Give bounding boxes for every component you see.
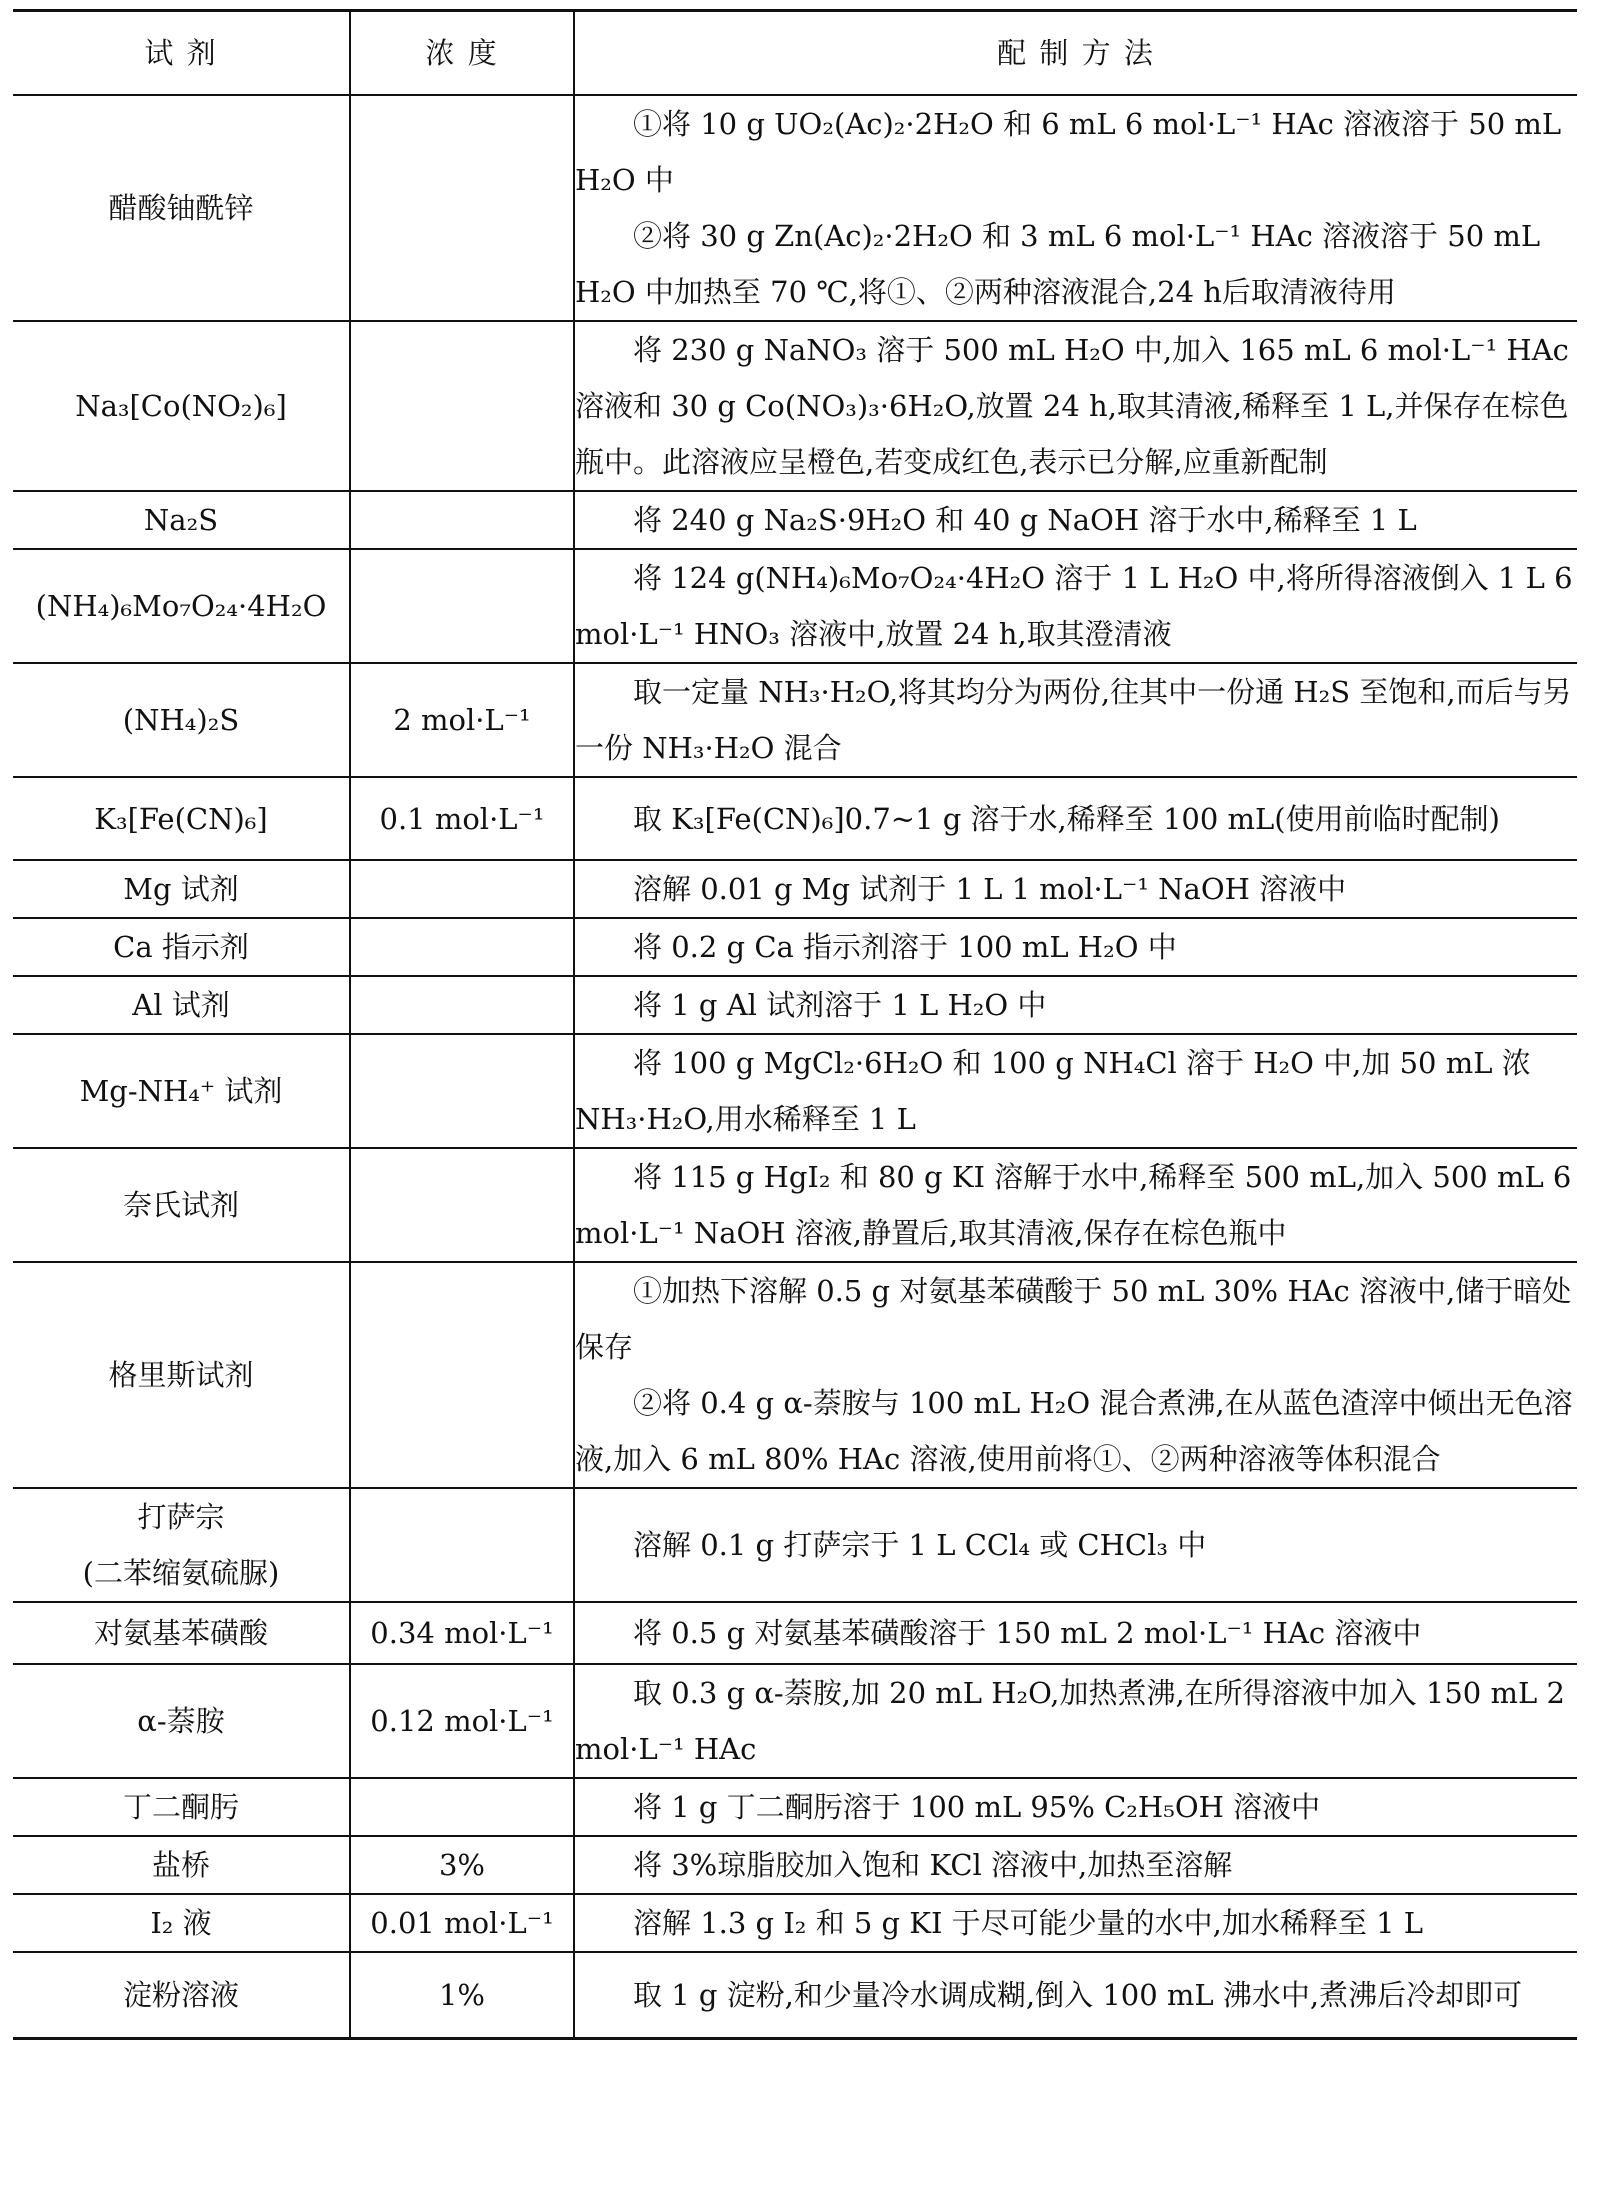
preparation-method bbox=[574, 95, 1577, 321]
reagent-concentration bbox=[350, 1488, 574, 1602]
reagent-concentration bbox=[350, 321, 574, 491]
reagent-name: Mg-NH₄⁺ 试剂 bbox=[13, 1034, 350, 1148]
method-paragraph: 将 3%琼脂胶加入饱和 KCl 溶液中,加热至溶解 bbox=[633, 1848, 1233, 1882]
reagent-name: Na₃[Co(NO₂)₆] bbox=[13, 321, 350, 491]
table-row bbox=[13, 918, 1577, 976]
method-paragraph: 将 0.5 g 对氨基苯磺酸溶于 150 mL 2 mol·L⁻¹ HAc 溶液中 bbox=[633, 1616, 1422, 1650]
reagent-concentration bbox=[350, 1148, 574, 1262]
reagent-concentration: 0.12 mol·L⁻¹ bbox=[350, 1664, 574, 1778]
table-row bbox=[13, 1488, 1577, 1602]
table-row bbox=[13, 1952, 1577, 2038]
reagent-name: 醋酸铀酰锌 bbox=[13, 95, 350, 321]
method-paragraph: 取 K₃[Fe(CN)₆]0.7~1 g 溶于水,稀释至 100 mL(使用前临时配制) bbox=[633, 801, 1500, 836]
method-paragraph: 将 100 g MgCl₂·6H₂O 和 100 g NH₄Cl 溶于 H₂O 中,加 50 mL 浓 NH₃·H₂O,用水稀释至 1 L bbox=[575, 1046, 1531, 1136]
header-method: 配 制 方 法 bbox=[574, 11, 1577, 96]
reagent-concentration bbox=[350, 95, 574, 321]
method-paragraph: 将 240 g Na₂S·9H₂O 和 40 g NaOH 溶于水中,稀释至 1 L bbox=[633, 503, 1417, 537]
reagent-concentration bbox=[350, 549, 574, 663]
reagent-concentration bbox=[350, 918, 574, 976]
preparation-method bbox=[574, 1034, 1577, 1148]
header-reagent: 试 剂 bbox=[13, 11, 350, 96]
table-row bbox=[13, 549, 1577, 663]
table-row bbox=[13, 1262, 1577, 1488]
method-paragraph: 将 0.2 g Ca 指示剂溶于 100 mL H₂O 中 bbox=[633, 930, 1177, 964]
method-paragraph: 将 1 g 丁二酮肟溶于 100 mL 95% C₂H₅OH 溶液中 bbox=[633, 1790, 1321, 1824]
table-body bbox=[13, 95, 1577, 2038]
method-paragraph: 溶解 0.1 g 打萨宗于 1 L CCl₄ 或 CHCl₃ 中 bbox=[633, 1528, 1207, 1562]
preparation-method bbox=[574, 663, 1577, 777]
table-row bbox=[13, 1602, 1577, 1664]
table-row bbox=[13, 1894, 1577, 1952]
reagent-concentration bbox=[350, 860, 574, 918]
reagent-concentration bbox=[350, 1262, 574, 1488]
reagent-concentration bbox=[350, 976, 574, 1034]
preparation-method bbox=[574, 1148, 1577, 1262]
reagent-concentration bbox=[350, 491, 574, 549]
reagent-concentration bbox=[350, 1034, 574, 1148]
preparation-method bbox=[574, 860, 1577, 918]
table-row bbox=[13, 95, 1577, 321]
table-header bbox=[13, 11, 1577, 96]
table-row bbox=[13, 976, 1577, 1034]
reagent-name: Mg 试剂 bbox=[13, 860, 350, 918]
preparation-method bbox=[574, 1262, 1577, 1488]
reagent-concentration: 2 mol·L⁻¹ bbox=[350, 663, 574, 777]
reagent-name: α-萘胺 bbox=[13, 1664, 350, 1778]
preparation-method bbox=[574, 1778, 1577, 1836]
preparation-method bbox=[574, 549, 1577, 663]
method-paragraph: 取一定量 NH₃·H₂O,将其均分为两份,往其中一份通 H₂S 至饱和,而后与另一份 NH₃·H₂O 混合 bbox=[575, 675, 1572, 765]
preparation-method bbox=[574, 918, 1577, 976]
reagent-name: I₂ 液 bbox=[13, 1894, 350, 1952]
preparation-method bbox=[574, 1488, 1577, 1602]
method-paragraph: ②将 30 g Zn(Ac)₂·2H₂O 和 3 mL 6 mol·L⁻¹ HAc 溶液溶于 50 mL H₂O 中加热至 70 ℃,将①、②两种溶液混合,24 h后取清液待用 bbox=[575, 219, 1541, 309]
preparation-method bbox=[574, 1952, 1577, 2038]
method-paragraph: 将 1 g Al 试剂溶于 1 L H₂O 中 bbox=[633, 988, 1047, 1022]
reagent-name: 对氨基苯磺酸 bbox=[13, 1602, 350, 1664]
reagent-name: K₃[Fe(CN)₆] bbox=[13, 777, 350, 860]
method-paragraph: 取 1 g 淀粉,和少量冷水调成糊,倒入 100 mL 沸水中,煮沸后冷却即可 bbox=[633, 1977, 1523, 2012]
method-paragraph: ①加热下溶解 0.5 g 对氨基苯磺酸于 50 mL 30% HAc 溶液中,储于暗处保存 bbox=[575, 1274, 1572, 1364]
preparation-method bbox=[574, 777, 1577, 860]
reagent-name: 格里斯试剂 bbox=[13, 1262, 350, 1488]
method-paragraph: 将 230 g NaNO₃ 溶于 500 mL H₂O 中,加入 165 mL 6 mol·L⁻¹ HAc 溶液和 30 g Co(NO₃)₃·6H₂O,放置 24 h,取其清液,稀释至 1 L,并保存在棕色瓶中。此溶液应呈橙色,若变成红色,表示已分解,应重新配制 bbox=[575, 333, 1569, 479]
header-concentration: 浓 度 bbox=[350, 11, 574, 96]
reagent-name: (NH₄)₆Mo₇O₂₄·4H₂O bbox=[13, 549, 350, 663]
reagent-name: Ca 指示剂 bbox=[13, 918, 350, 976]
table-row bbox=[13, 1148, 1577, 1262]
reagent-name: 奈氏试剂 bbox=[13, 1148, 350, 1262]
method-paragraph: 取 0.3 g α-萘胺,加 20 mL H₂O,加热煮沸,在所得溶液中加入 150 mL 2 mol·L⁻¹ HAc bbox=[575, 1676, 1565, 1766]
reagent-name: (NH₄)₂S bbox=[13, 663, 350, 777]
reagent-concentration: 0.34 mol·L⁻¹ bbox=[350, 1602, 574, 1664]
reagent-concentration bbox=[350, 1778, 574, 1836]
table-row bbox=[13, 663, 1577, 777]
reagent-name: 盐桥 bbox=[13, 1836, 350, 1894]
header-row bbox=[13, 11, 1577, 96]
preparation-method bbox=[574, 976, 1577, 1034]
reagent-name: 丁二酮肟 bbox=[13, 1778, 350, 1836]
table-row bbox=[13, 491, 1577, 549]
table-row bbox=[13, 860, 1577, 918]
reagent-concentration: 0.01 mol·L⁻¹ bbox=[350, 1894, 574, 1952]
table-row bbox=[13, 1778, 1577, 1836]
reagent-concentration: 0.1 mol·L⁻¹ bbox=[350, 777, 574, 860]
reagent-name: Na₂S bbox=[13, 491, 350, 549]
method-paragraph: ②将 0.4 g α-萘胺与 100 mL H₂O 混合煮沸,在从蓝色渣滓中倾出无色溶液,加入 6 mL 80% HAc 溶液,使用前将①、②两种溶液等体积混合 bbox=[575, 1386, 1573, 1476]
reagent-name: Al 试剂 bbox=[13, 976, 350, 1034]
table-row bbox=[13, 777, 1577, 860]
table-row bbox=[13, 1836, 1577, 1894]
preparation-method bbox=[574, 1836, 1577, 1894]
reagent-preparation-table bbox=[13, 9, 1577, 2040]
reagent-name: 淀粉溶液 bbox=[13, 1952, 350, 2038]
preparation-method bbox=[574, 1894, 1577, 1952]
preparation-method bbox=[574, 491, 1577, 549]
method-paragraph: 将 115 g HgI₂ 和 80 g KI 溶解于水中,稀释至 500 mL,加入 500 mL 6 mol·L⁻¹ NaOH 溶液,静置后,取其清液,保存在棕色瓶中 bbox=[575, 1160, 1572, 1250]
table-row bbox=[13, 1034, 1577, 1148]
table-row bbox=[13, 321, 1577, 491]
reagent-concentration: 1% bbox=[350, 1952, 574, 2038]
method-paragraph: 将 124 g(NH₄)₆Mo₇O₂₄·4H₂O 溶于 1 L H₂O 中,将所得溶液倒入 1 L 6 mol·L⁻¹ HNO₃ 溶液中,放置 24 h,取其澄清液 bbox=[575, 561, 1573, 651]
method-paragraph: ①将 10 g UO₂(Ac)₂·2H₂O 和 6 mL 6 mol·L⁻¹ HAc 溶液溶于 50 mL H₂O 中 bbox=[575, 107, 1562, 197]
reagent-concentration: 3% bbox=[350, 1836, 574, 1894]
method-paragraph: 溶解 0.01 g Mg 试剂于 1 L 1 mol·L⁻¹ NaOH 溶液中 bbox=[633, 872, 1347, 906]
reagent-name: 打萨宗 (二苯缩氨硫脲) bbox=[13, 1488, 350, 1602]
preparation-method bbox=[574, 321, 1577, 491]
table-row bbox=[13, 1664, 1577, 1778]
method-paragraph: 溶解 1.3 g I₂ 和 5 g KI 于尽可能少量的水中,加水稀释至 1 L bbox=[633, 1906, 1424, 1940]
preparation-method bbox=[574, 1664, 1577, 1778]
preparation-method bbox=[574, 1602, 1577, 1664]
